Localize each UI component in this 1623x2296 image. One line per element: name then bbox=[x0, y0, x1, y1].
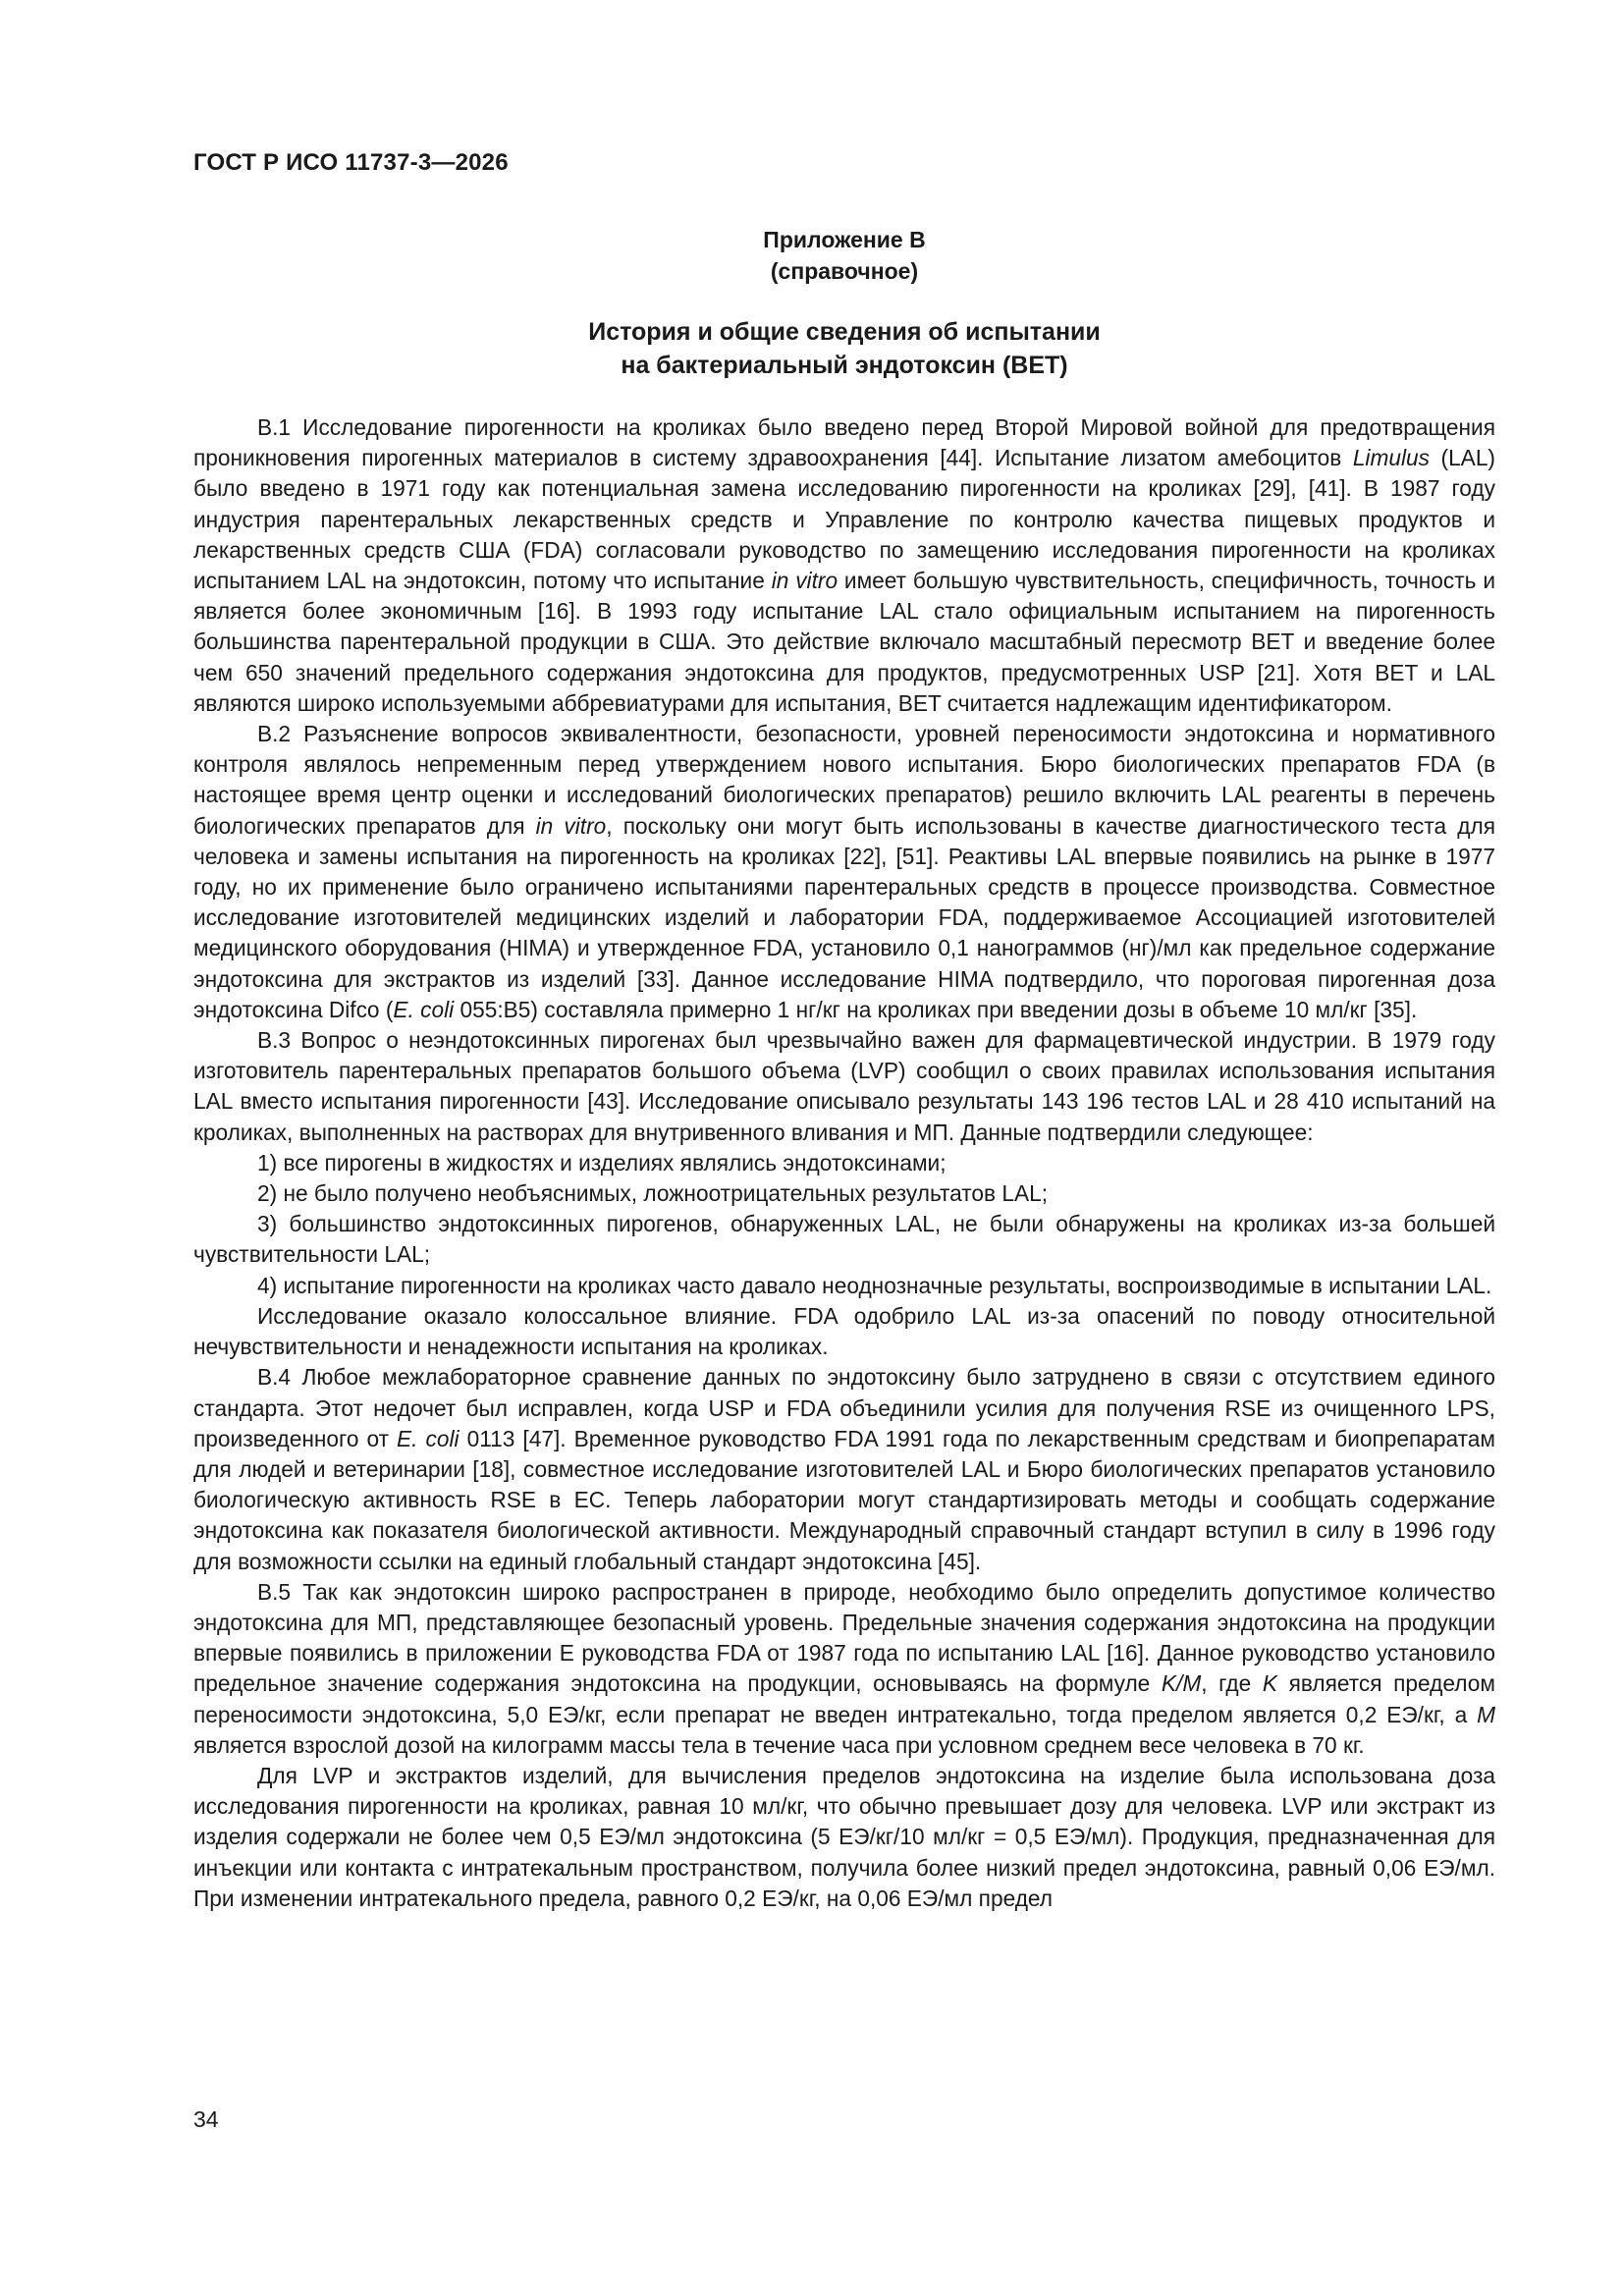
paragraph-p-b3: В.3 Вопрос о неэндотоксинных пирогенах был чрезвычайно важен для фармацевтической индустрии. В 1979 году изготовитель парентеральных препаратов большого объема (LVP) сообщил о своих правилах использования испытания LAL вместо испытания пирогенности [43]. Исследование описывало результаты 143 196 тестов LAL и 28 410 испытаний на кроликах, выполненных на растворах для внутривенного вливания и МП. Данные подтвердили следующее: bbox=[193, 1027, 1495, 1145]
paragraph-p-b3-1: 1) все пирогены в жидкостях и изделиях являлись эндотоксинами; bbox=[257, 1149, 947, 1175]
paragraph-p-b2: В.2 Разъяснение вопросов эквивалентности, безопасности, уровней переносимости эндотоксина и нормативного контроля являлось непременным перед утверждением нового испытания. Бюро биологических препаратов FDA (в настоящее время центр оценки и исследований биологических препаратов) решило включить LAL реагенты в перечень биологических препаратов для in vitro, поскольку они могут быть использованы в качестве диагностического теста для человека и замены испытания на пирогенность на кроликах [22], [51]. Реактивы LAL впервые появились на рынке в 1977 году, но их применение было ограничено испытаниями парентеральных средств в процессе производства. Совместное исследование изготовителей медицинских изделий и лаборатории FDA, поддерживаемое Ассоциацией изготовителей медицинского оборудования (HIMA) и утвержденное FDA, установило 0,1 нанограммов (нг)/мл как предельное содержание эндотоксина для экстрактов из изделий [33]. Данное исследование HIMA подтвердило, что пороговая пирогенная доза эндотоксина Difco (E. coli 055:B5) составляла примерно 1 нг/кг на кроликах при введении дозы в объеме 10 мл/кг [35]. bbox=[193, 721, 1495, 1022]
paragraph-p-b1: В.1 Исследование пирогенности на кроликах было введено перед Второй Мировой войной для предотвращения проникновения пирогенных материалов в систему здравоохранения [44]. Испытание лизатом амебоцитов Limulus (LAL) было введено в 1971 году как потенциальная замена исследованию пирогенности на кроликах [29], [41]. В 1987 году индустрия парентеральных лекарственных средств и Управление по контролю качества пищевых продуктов и лекарственных средств США (FDA) согласовали руководство по замещению исследования пирогенности на кроликах испытанием LAL на эндотоксин, потому что испытание in vitro имеет большую чувствительность, специфичность, точность и является более экономичным [16]. В 1993 году испытание LAL стало официальным испытанием на пирогенность большинства парентеральной продукции в США. Это действие включало масштабный пересмотр BET и введение более чем 650 значений предельного содержания эндотоксина для продуктов, предусмотренных USP [21]. Хотя BET и LAL являются широко используемыми аббревиатурами для испытания, BET считается надлежащим идентификатором. bbox=[193, 414, 1495, 716]
standard-designation: ГОСТ Р ИСО 11737-3—2026 bbox=[193, 149, 509, 176]
annex-type: (справочное) bbox=[770, 258, 919, 284]
paragraph-p-b5: В.5 Так как эндотоксин широко распространен в природе, необходимо было определить допустимое количество эндотоксина для МП, представляющее безопасный уровень. Предельные значения содержания эндотоксина на продукции впервые появились в приложении Е руководства FDA от 1987 года по испытанию LAL [16]. Данное руководство установило предельное значение содержания эндотоксина на продукции, основываясь на формуле K/M, где K является пределом переносимости эндотоксина, 5,0 ЕЭ/кг, если препарат не введен интратекально, тогда пределом является 0,2 ЕЭ/кг, а M является взрослой дозой на килограмм массы тела в течение часа при условном среднем весе человека в 70 кг. bbox=[193, 1578, 1495, 1758]
paragraph-p-b5-2: Для LVP и экстрактов изделий, для вычисления пределов эндотоксина на изделие была использована доза исследования пирогенности на кроликах, равная 10 мл/кг, что обычно превышает дозу для человека. LVP или экстракт из изделия содержали не более чем 0,5 ЕЭ/мл эндотоксина (5 ЕЭ/кг/10 мл/кг = 0,5 ЕЭ/мл). Продукция, предназначенная для инъекции или контакта с интратекальным пространством, получила более низкий предел эндотоксина, равный 0,06 ЕЭ/мл. При изменении интратекального предела, равного 0,2 ЕЭ/кг, на 0,06 ЕЭ/мл предел bbox=[193, 1762, 1495, 1911]
annex-heading bbox=[193, 224, 1495, 382]
paragraph-p-b3-2: 2) не было получено необъяснимых, ложноотрицательных результатов LAL; bbox=[257, 1180, 1049, 1207]
section-title bbox=[193, 315, 1495, 382]
section-title-line-1: История и общие сведения об испытании bbox=[588, 318, 1101, 346]
section-title-line-2: на бактериальный эндотоксин (BET) bbox=[621, 352, 1068, 379]
page-number: 34 bbox=[193, 2106, 219, 2132]
annex-body bbox=[193, 412, 1495, 1914]
paragraph-p-b3-3: 3) большинство эндотоксинных пирогенов, обнаруженных LAL, не были обнаружены на кроликах из-за большей чувствительности LAL; bbox=[193, 1211, 1495, 1268]
paragraph-p-b3-4: 4) испытание пирогенности на кроликах часто давало неоднозначные результаты, воспроизводимые в испытании LAL. bbox=[257, 1272, 1492, 1298]
paragraph-p-b4: В.4 Любое межлабораторное сравнение данных по эндотоксину было затруднено в связи с отсутствием единого стандарта. Этот недочет был исправлен, когда USP и FDA объединили усилия для получения RSE из очищенного LPS, произведенного от E. coli 0113 [47]. Временное руководство FDA 1991 года по лекарственным средствам и биопрепаратам для людей и ветеринарии [18], совместное исследование изготовителей LAL и Бюро биологических препаратов установило биологическую активность RSE в ЕС. Теперь лаборатории могут стандартизировать методы и сообщать содержание эндотоксина как показателя биологической активности. Международный справочный стандарт вступил в силу в 1996 году для возможности ссылки на единый глобальный стандарт эндотоксина [45]. bbox=[193, 1364, 1495, 1574]
annex-title: Приложение В bbox=[763, 227, 926, 252]
paragraph-p-b3-end: Исследование оказало колоссальное влияние. FDA одобрило LAL из-за опасений по поводу относительной нечувствительности и ненадежности испытания на кроликах. bbox=[193, 1302, 1495, 1360]
